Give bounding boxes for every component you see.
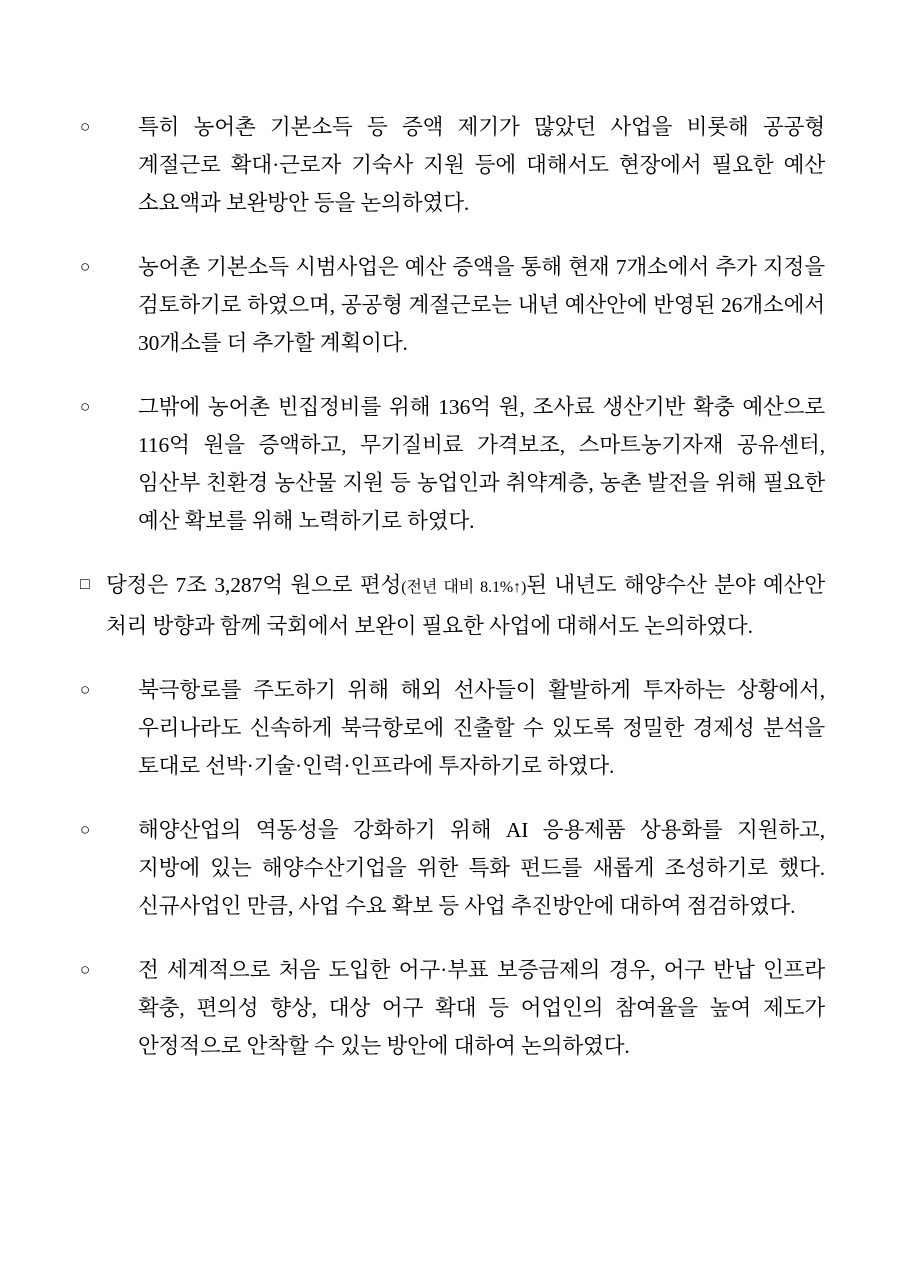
paragraph-text-note: (전년 대비 8.1%↑): [401, 579, 527, 596]
paragraph-text: 특히 농어촌 기본소득 등 증액 제기가 많았던 사업을 비롯해 공공형 계절근로 확대·근로자 기숙사 지원 등에 대해서도 현장에서 필요한 예산 소요액과 보완방안 등을 논의하였다.: [138, 115, 825, 215]
paragraph-item: [80, 108, 825, 222]
circle-bullet-icon: ○: [80, 960, 91, 979]
paragraph-text-before: 당정은 7조 3,287억 원으로 편성: [106, 573, 402, 597]
paragraph-text-after: 된 내년도 해양수산 분야 예산안 처리 방향과 함께 국회에서 보완이 필요한 사업에 대해서도 논의하였다.: [106, 573, 825, 638]
paragraph-item-heading: [80, 566, 825, 645]
paragraph-item: [80, 671, 825, 785]
circle-bullet-icon: ○: [80, 117, 91, 136]
circle-bullet-icon: ○: [80, 820, 91, 839]
paragraph-text-mixed: [106, 566, 825, 645]
paragraph-text: 전 세계적으로 처음 도입한 어구·부표 보증금제의 경우, 어구 반납 인프라 확충, 편의성 향상, 대상 어구 확대 등 어업인의 참여율을 높여 제도가 안정적으로 안착할 수 있는 방안에 대하여 논의하였다.: [138, 958, 825, 1058]
paragraph-item: [80, 811, 825, 925]
paragraph-text: 북극항로를 주도하기 위해 해외 선사들이 활발하게 투자하는 상황에서, 우리나라도 신속하게 북극항로에 진출할 수 있도록 정밀한 경제성 분석을 토대로 선박·기술·인력·인프라에 투자하기로 하였다.: [138, 678, 825, 778]
circle-bullet-icon: ○: [80, 680, 91, 699]
paragraph-text: 해양산업의 역동성을 강화하기 위해 AI 응용제품 상용화를 지원하고, 지방에 있는 해양수산기업을 위한 특화 펀드를 새롭게 조성하기로 했다. 신규사업인 만큼, 사업 수요 확보 등 사업 추진방안에 대하여 점검하였다.: [138, 818, 825, 918]
circle-bullet-icon: ○: [80, 257, 91, 276]
paragraph-item: [80, 951, 825, 1065]
square-bullet-icon: □: [80, 576, 90, 593]
paragraph-text: 농어촌 기본소득 시범사업은 예산 증액을 통해 현재 7개소에서 추가 지정을 검토하기로 하였으며, 공공형 계절근로는 내년 예산안에 반영된 26개소에서 30개소를 더 추가할 계획이다.: [138, 255, 825, 355]
paragraph-item: [80, 248, 825, 362]
paragraph-text: 그밖에 농어촌 빈집정비를 위해 136억 원, 조사료 생산기반 확충 예산으로 116억 원을 증액하고, 무기질비료 가격보조, 스마트농기자재 공유센터, 임산부 친환경 농산물 지원 등 농업인과 취약계층, 농촌 발전을 위해 필요한 예산 확보를 위해 노력하기로 하였다.: [138, 395, 825, 533]
circle-bullet-icon: ○: [80, 397, 91, 416]
paragraph-item: [80, 388, 825, 540]
